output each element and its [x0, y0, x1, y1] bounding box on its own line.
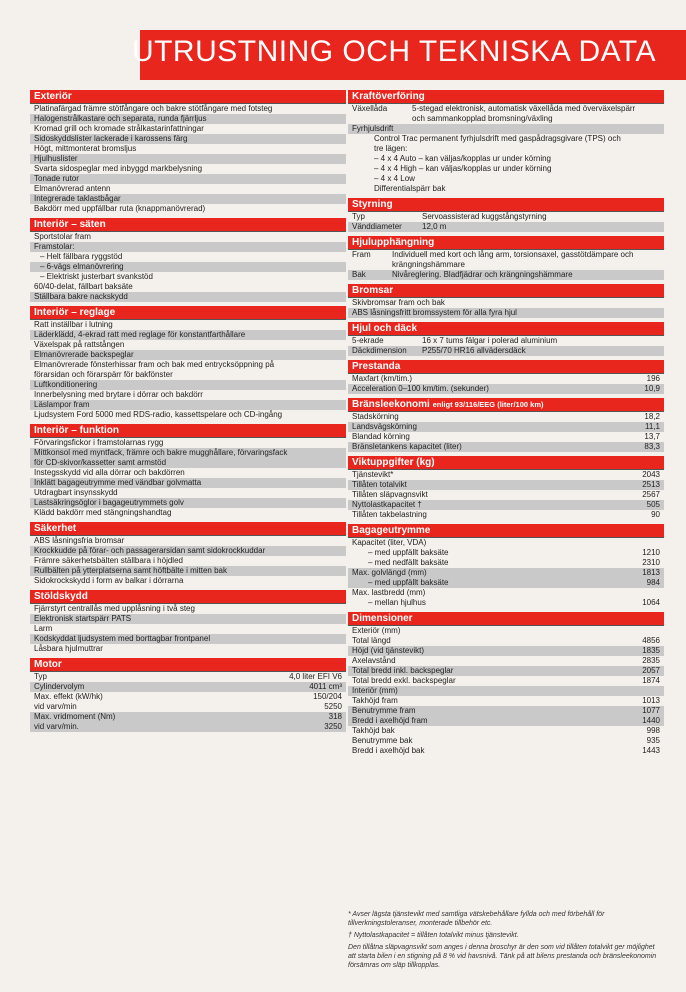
list-item: – Elektriskt justerbart svankstöd — [40, 272, 153, 281]
section-header: Motor — [30, 658, 346, 671]
table-row: Stadskörning 18,2 — [352, 412, 660, 421]
list-item: förarsidan och förarspärr för bakfönster — [34, 370, 173, 379]
table-row: Fyrhjulsdrift — [348, 124, 664, 134]
right-column — [348, 90, 664, 760]
table-row: Total bredd inkl. backspeglar 2057 — [348, 666, 664, 676]
list-item: Läslampor fram — [30, 400, 346, 410]
section-header: Bromsar — [348, 284, 664, 297]
list-item: Hjulhuslister — [30, 154, 346, 164]
section-header: Exteriör — [30, 90, 346, 103]
list-item: Förvaringsfickor i framstolarnas rygg — [34, 438, 164, 447]
list-item: Inklätt bagageutrymme med vändbar golvmatta — [30, 478, 346, 488]
list-item: – Helt fällbara ryggstöd — [40, 252, 123, 261]
section-header: Hjul och däck — [348, 322, 664, 335]
table-row: vid varv/min 5250 — [34, 702, 342, 711]
table-row: Höjd (vid tjänstevikt) 1835 — [348, 646, 664, 656]
section-header: Kraftöverföring — [348, 90, 664, 103]
list-item: ABS låsningsfria bromsar — [34, 536, 125, 545]
footnote-weight: * Avser lägsta tjänstevikt med samtliga vätskebehållare fyllda och med förbehåll för tillverkningstoleranser, monterade tillbehör etc. — [348, 911, 605, 927]
list-item: Sidoskyddslister lackerade i karossens färg — [30, 134, 346, 144]
list-item: Elmanövrerade fönsterhissar fram och bak med entrycksöppning på — [34, 360, 275, 369]
section-header: Prestanda — [348, 360, 664, 373]
list-item: Ljudsystem Ford 5000 med RDS-radio, kassettspelare och CD-ingång — [34, 410, 283, 419]
section-exterior — [30, 90, 346, 214]
table-row: vid varv/min. 3250 — [30, 722, 346, 732]
section-performance — [348, 360, 664, 394]
table-row: Max. golvlängd (mm) 1813 — [348, 568, 664, 578]
table-row: Typ 4,0 liter EFI V6 — [34, 672, 342, 681]
left-column — [30, 90, 346, 736]
list-item: Lastsäkringsöglor i bagageutrymmets golv — [30, 498, 346, 508]
footnotes — [348, 910, 664, 973]
table-row: Tjänstevikt* 2043 — [352, 470, 660, 479]
section-brakes — [348, 284, 664, 318]
list-item: Differentialspärr bak — [374, 184, 446, 193]
table-row: Benutrymme bak 935 — [352, 736, 660, 745]
table-row: Interiör (mm) — [348, 686, 664, 696]
section-header: Interiör – funktion — [30, 424, 346, 437]
table-row: krängningshämmare — [392, 260, 465, 269]
section-function — [30, 424, 346, 518]
list-item: Elektronisk startspärr PATS — [30, 614, 346, 624]
table-row: – med uppfällt baksäte 1210 — [368, 548, 660, 557]
section-header: Stöldskydd — [30, 590, 346, 603]
section-theft — [30, 590, 346, 654]
table-row: Bak Nivåreglering. Bladfjädrar och krängningshämmare — [348, 270, 664, 280]
list-item: Låsbara hjulmuttrar — [34, 644, 103, 653]
table-row: Benutrymme fram 1077 — [348, 706, 664, 716]
table-row: Takhöjd fram 1013 — [352, 696, 660, 705]
list-item: 60/40-delat, fällbart baksäte — [34, 282, 133, 291]
section-weights — [348, 456, 664, 520]
list-item: Växelspak på rattstången — [34, 340, 125, 349]
title-banner — [131, 30, 686, 80]
list-item: Klädd bakdörr med stängningshandtag — [34, 508, 172, 517]
table-row: Max. effekt (kW/hk) 150/204 — [34, 692, 342, 701]
section-wheels — [348, 322, 664, 356]
section-steering — [348, 198, 664, 232]
table-row: Landsvägskörning 11,1 — [348, 422, 664, 432]
section-header: Viktuppgifter (kg) — [348, 456, 664, 469]
table-row: Typ Servoassisterad kuggstångstyrning — [352, 212, 547, 221]
section-header: Bagageutrymme — [348, 524, 664, 537]
table-row: – med nedfällt baksäte 2310 — [368, 558, 660, 567]
table-row: Tillåten släpvagnsvikt 2567 — [352, 490, 660, 499]
list-item: Rullbälten på ytterplatserna samt höftbälte i mitten bak — [30, 566, 346, 576]
list-item: Platinafärgad främre stötfångare och bakre stötfångare med fotsteg — [34, 104, 273, 113]
table-row: Kapacitet (liter, VDA) — [352, 538, 427, 547]
list-item: Kodskyddat ljudsystem med borttagbar frontpanel — [30, 634, 346, 644]
list-item: – 4 x 4 High – kan väljas/kopplas ur under körning — [374, 164, 552, 173]
table-row: – med uppfällt baksäte 984 — [348, 578, 664, 588]
list-item: Läderklädd, 4-ekrad ratt med reglage för konstantfarthållare — [30, 330, 346, 340]
section-header: Dimensioner — [348, 612, 664, 625]
list-item: Control Trac permanent fyrhjulsdrift med gaspådragsgivare (TPS) och — [374, 134, 621, 143]
table-row: Bredd i axelhöjd bak 1443 — [352, 746, 660, 755]
list-item: ABS låsningsfritt bromssystem för alla fyra hjul — [348, 308, 664, 318]
page-title: UTRUSTNING OCH TEKNISKA DATA — [131, 35, 656, 68]
table-row: Exteriör (mm) — [352, 626, 401, 635]
list-item: Ratt inställbar i lutning — [34, 320, 113, 329]
table-row: Bränsletankens kapacitet (liter) 83,3 — [348, 442, 664, 452]
list-item: Framstolar: — [30, 242, 346, 252]
list-item: – 4 x 4 Auto – kan väljas/kopplas ur under körning — [374, 154, 551, 163]
table-row: Acceleration 0–100 km/tim. (sekunder) 10,9 — [348, 384, 664, 394]
list-item: Främre säkerhetsbälten ställbara i höjdled — [34, 556, 183, 565]
table-row: – mellan hjulhus 1064 — [368, 598, 660, 607]
list-item: Sidokrockskydd i form av balkar i dörrarna — [34, 576, 184, 585]
table-row: Total bredd exkl. backspeglar 1874 — [352, 676, 660, 685]
list-item: Fjärrstyrt centrallås med upplåsning i två steg — [34, 604, 195, 613]
list-item: Svarta sidospeglar med inbyggd markbelysning — [34, 164, 203, 173]
section-drivetrain — [348, 90, 664, 194]
table-row: Maxfart (km/tim.) 196 — [352, 374, 660, 383]
table-row: Max. lastbredd (mm) — [352, 588, 426, 597]
section-fuel — [348, 398, 664, 452]
table-row: Nyttolastkapacitet † 505 — [348, 500, 664, 510]
section-header: Interiör – reglage — [30, 306, 346, 319]
table-row: Max. vridmoment (Nm) 318 — [30, 712, 346, 722]
table-row: Takhöjd bak 998 — [352, 726, 660, 735]
list-item: Högt, mittmonterat bromsljus — [34, 144, 137, 153]
list-item: – 6-vägs elmanövrering — [30, 262, 346, 272]
list-item: Skivbromsar fram och bak — [352, 298, 445, 307]
list-item: Kromad grill och kromade strålkastarinfattningar — [34, 124, 204, 133]
table-row: Vänddiameter 12,0 m — [348, 222, 664, 232]
table-row: Cylindervolym 4011 cm³ — [30, 682, 346, 692]
section-motor — [30, 658, 346, 732]
list-item: Utdragbart insynsskydd — [34, 488, 118, 497]
list-item: Tonade rutor — [30, 174, 346, 184]
table-row: Total längd 4856 — [352, 636, 660, 645]
table-row: Däckdimension P255/70 HR16 allvädersdäck — [348, 346, 664, 356]
list-item: Elmanövrerad antenn — [34, 184, 111, 193]
table-row: och sammankopplad bromsning/växling — [412, 114, 553, 123]
table-row: 5-ekrade 16 x 7 tums fälgar i polerad aluminium — [352, 336, 558, 345]
section-header: Säkerhet — [30, 522, 346, 535]
section-header: Styrning — [348, 198, 664, 211]
section-seats — [30, 218, 346, 302]
section-safety — [30, 522, 346, 586]
table-row: Växellåda 5-stegad elektronisk, automatisk växellåda med överväxelspärr — [352, 104, 636, 113]
section-cargo — [348, 524, 664, 608]
section-header: Bränsleekonomi enligt 93/116/EEG (liter/100 km) — [348, 398, 664, 411]
list-item: Sportstolar fram — [34, 232, 91, 241]
section-controls — [30, 306, 346, 420]
footnote-trailer: Den tillåtna släpvagnsvikt som anges i denna broschyr är den som vid tillåten totalvikt ger möjlighet att starta bilen i en stigning på 8 % vid havsnivå. Tänk på att bilens prestanda och bränsleekonomin försämras om släp tillkopplas. — [348, 944, 657, 969]
section-suspension — [348, 236, 664, 280]
list-item: – 4 x 4 Low — [374, 174, 415, 183]
list-item: Krockkudde på förar- och passagerarsidan samt sidokrockkuddar — [30, 546, 346, 556]
list-item: Luftkonditionering — [30, 380, 346, 390]
table-row: Bredd i axelhöjd fram 1440 — [348, 716, 664, 726]
table-row: Tillåten takbelastning 90 — [352, 510, 660, 519]
list-item: Innerbelysning med brytare i dörrar och bakdörr — [34, 390, 203, 399]
list-item: för CD-skivor/kassetter samt armstöd — [30, 458, 346, 468]
list-item: Instegsskydd vid alla dörrar och bakdörren — [34, 468, 185, 477]
section-header: Hjulupphängning — [348, 236, 664, 249]
table-row: Tillåten totalvikt 2513 — [348, 480, 664, 490]
list-item: Elmanövrerade backspeglar — [30, 350, 346, 360]
table-row: Blandad körning 13,7 — [352, 432, 660, 441]
list-item: Larm — [34, 624, 53, 633]
table-row: Axelavstånd 2835 — [352, 656, 660, 665]
list-item: Mittkonsol med myntfack, främre och bakre mugghållare, förvaringsfack — [30, 448, 346, 458]
list-item: tre lägen: — [374, 144, 408, 153]
list-item: Integrerade taklastbågar — [30, 194, 346, 204]
list-item: Ställbara bakre nackskydd — [30, 292, 346, 302]
section-dimensions — [348, 612, 664, 756]
footnote-payload: † Nyttolastkapacitet = tillåten totalvikt minus tjänstevikt. — [348, 932, 519, 939]
section-header: Interiör – säten — [30, 218, 346, 231]
list-item: Halogenstrålkastare och separata, runda fjärrljus — [30, 114, 346, 124]
list-item: Bakdörr med uppfällbar ruta (knappmanövrerad) — [34, 204, 206, 213]
table-row: Fram Individuell med kort och lång arm, torsionsaxel, gasstötdämpare och — [352, 250, 634, 259]
